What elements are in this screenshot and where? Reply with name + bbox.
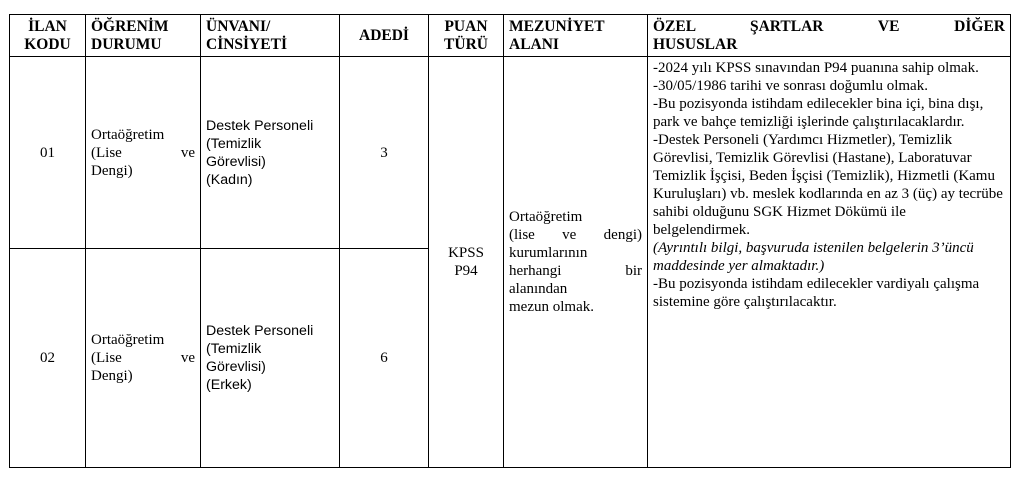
row2-ilan-kodu: 02	[10, 249, 86, 468]
header-unvani: ÜNVANI/ CİNSİYETİ	[201, 15, 340, 57]
row1-ogrenim-durumu: Ortaöğretim (Lise ve Dengi)	[86, 57, 201, 249]
ozel-sart-1: -2024 yılı KPSS sınavından P94 puanına sahip olmak.	[653, 60, 979, 76]
ozel-sart-3: -Bu pozisyonda istihdam edilecekler bina içi, bina dışı, park ve bahçe temizliği işlerinde çalıştırılacaklardır.	[653, 96, 984, 130]
table-row	[10, 57, 1011, 249]
row1-ilan-kodu: 01	[10, 57, 86, 249]
ozel-sart-5: -Bu pozisyonda istihdam edilecekler vardiyalı çalışma sistemine göre çalıştırılacaktır.	[653, 276, 980, 310]
mezuniyet-alani-cell: Ortaöğretim (lise ve dengi) kurumlarının herhangi bir alanından mezun olmak.	[504, 57, 648, 468]
row2-adedi: 6	[340, 249, 429, 468]
row1-unvan: Destek Personeli (Temizlik Görevlisi) (Kadın)	[201, 57, 340, 249]
ozel-sart-note: (Ayrıntılı bilgi, başvuruda istenilen belgelerin 3’üncü maddesinde yer almaktadır.)	[653, 240, 974, 274]
ozel-sart-2: -30/05/1986 tarihi ve sonrası doğumlu olmak.	[653, 78, 928, 94]
job-announcement-table	[9, 14, 1011, 468]
header-adedi: ADEDİ	[340, 15, 429, 57]
header-ozel-sartlar: ÖZEL ŞARTLAR VE DİĞER HUSUSLAR	[648, 15, 1011, 57]
puan-turu-cell: KPSS P94	[429, 57, 504, 468]
row2-ogrenim-durumu: Ortaöğretim (Lise ve Dengi)	[86, 249, 201, 468]
ozel-sart-4: -Destek Personeli (Yardımcı Hizmetler), Temizlik Görevlisi, Temizlik Görevlisi (Hastane), Laboratuvar Temizlik İşçisi, Beden İşçisi (Temizlik), Hizmetli (Kamu Kuruluşları) vb. meslek kodlarında en az 3 (üç) ay tecrübe sahibi olduğunu SGK Hizmet Dökümü ile belgelendirmek.	[653, 132, 1003, 238]
announcement-table-wrapper	[9, 14, 1011, 468]
header-ilan-kodu: İLAN KODU	[10, 15, 86, 57]
header-puan-turu: PUAN TÜRÜ	[429, 15, 504, 57]
ozel-sartlar-cell	[648, 57, 1011, 468]
row2-unvan: Destek Personeli (Temizlik Görevlisi) (Erkek)	[201, 249, 340, 468]
header-ogrenim-durumu: ÖĞRENİM DURUMU	[86, 15, 201, 57]
row1-adedi: 3	[340, 57, 429, 249]
header-row	[10, 15, 1011, 57]
header-mezuniyet-alani: MEZUNİYET ALANI	[504, 15, 648, 57]
